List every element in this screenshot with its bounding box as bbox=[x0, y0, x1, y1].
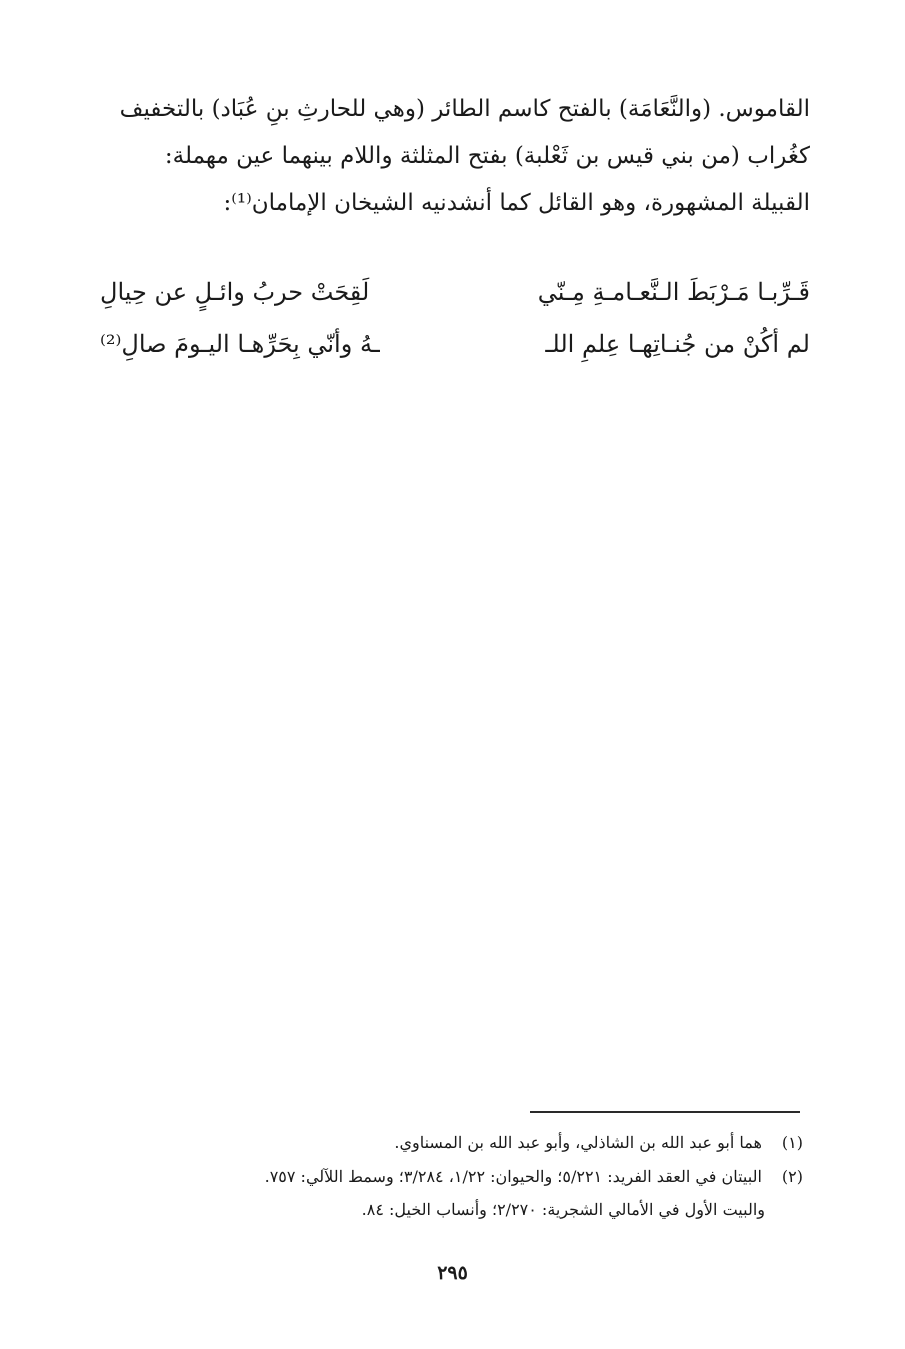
verse-2-second-hemistich: ـهُ وأنّي بِحَرِّهـا اليـومَ صالِ⁽²⁾ bbox=[100, 330, 380, 358]
footnote-separator bbox=[530, 1111, 800, 1113]
footnote-1 bbox=[394, 1133, 803, 1152]
footnote-1-number: (١) bbox=[781, 1133, 803, 1152]
footnote-2 bbox=[265, 1167, 803, 1186]
body-text-line-3: القبيلة المشهورة، وهو القائل كما أنشدنيه الشيخان الإمامان⁽¹⁾: bbox=[223, 190, 810, 216]
footnote-2-text: البيتان في العقد الفريد: ٥/٢٢١؛ والحيوان: ١/٢٢، ٣/٢٨٤؛ وسمط اللآلي: ٧٥٧. bbox=[264, 1167, 762, 1186]
footnote-1-text: هما أبو عبد الله بن الشاذلي، وأبو عبد الله بن المسناوي. bbox=[394, 1133, 762, 1152]
page-number: ٢٩٥ bbox=[437, 1262, 468, 1284]
verse-2-first-hemistich: لم أكُنْ من جُنـاتِهـا عِلمِ اللـ bbox=[545, 330, 810, 358]
body-text-line-1: القاموس. (والنَّعَامَة) بالفتح كاسم الطائر (وهي للحارثِ بنِ عُبَاد) بالتخفيف bbox=[119, 96, 810, 122]
body-text-line-2: كغُراب (من بني قيس بن ثَعْلبة) بفتح المثلثة واللام بينهما عين مهملة: bbox=[164, 143, 810, 169]
verse-1-second-hemistich: لَقِحَتْ حربُ وائـلٍ عن حِيالِ bbox=[100, 278, 370, 306]
verse-1-first-hemistich: قَـرِّبـا مَـرْبَطَ الـنَّعـامـةِ مِـنّي bbox=[537, 278, 810, 306]
footnote-2-continuation: والبيت الأول في الأمالي الشجرية: ٢/٢٧٠؛ وأنساب الخيل: ٨٤. bbox=[361, 1200, 765, 1219]
footnote-2-number: (٢) bbox=[781, 1167, 803, 1186]
